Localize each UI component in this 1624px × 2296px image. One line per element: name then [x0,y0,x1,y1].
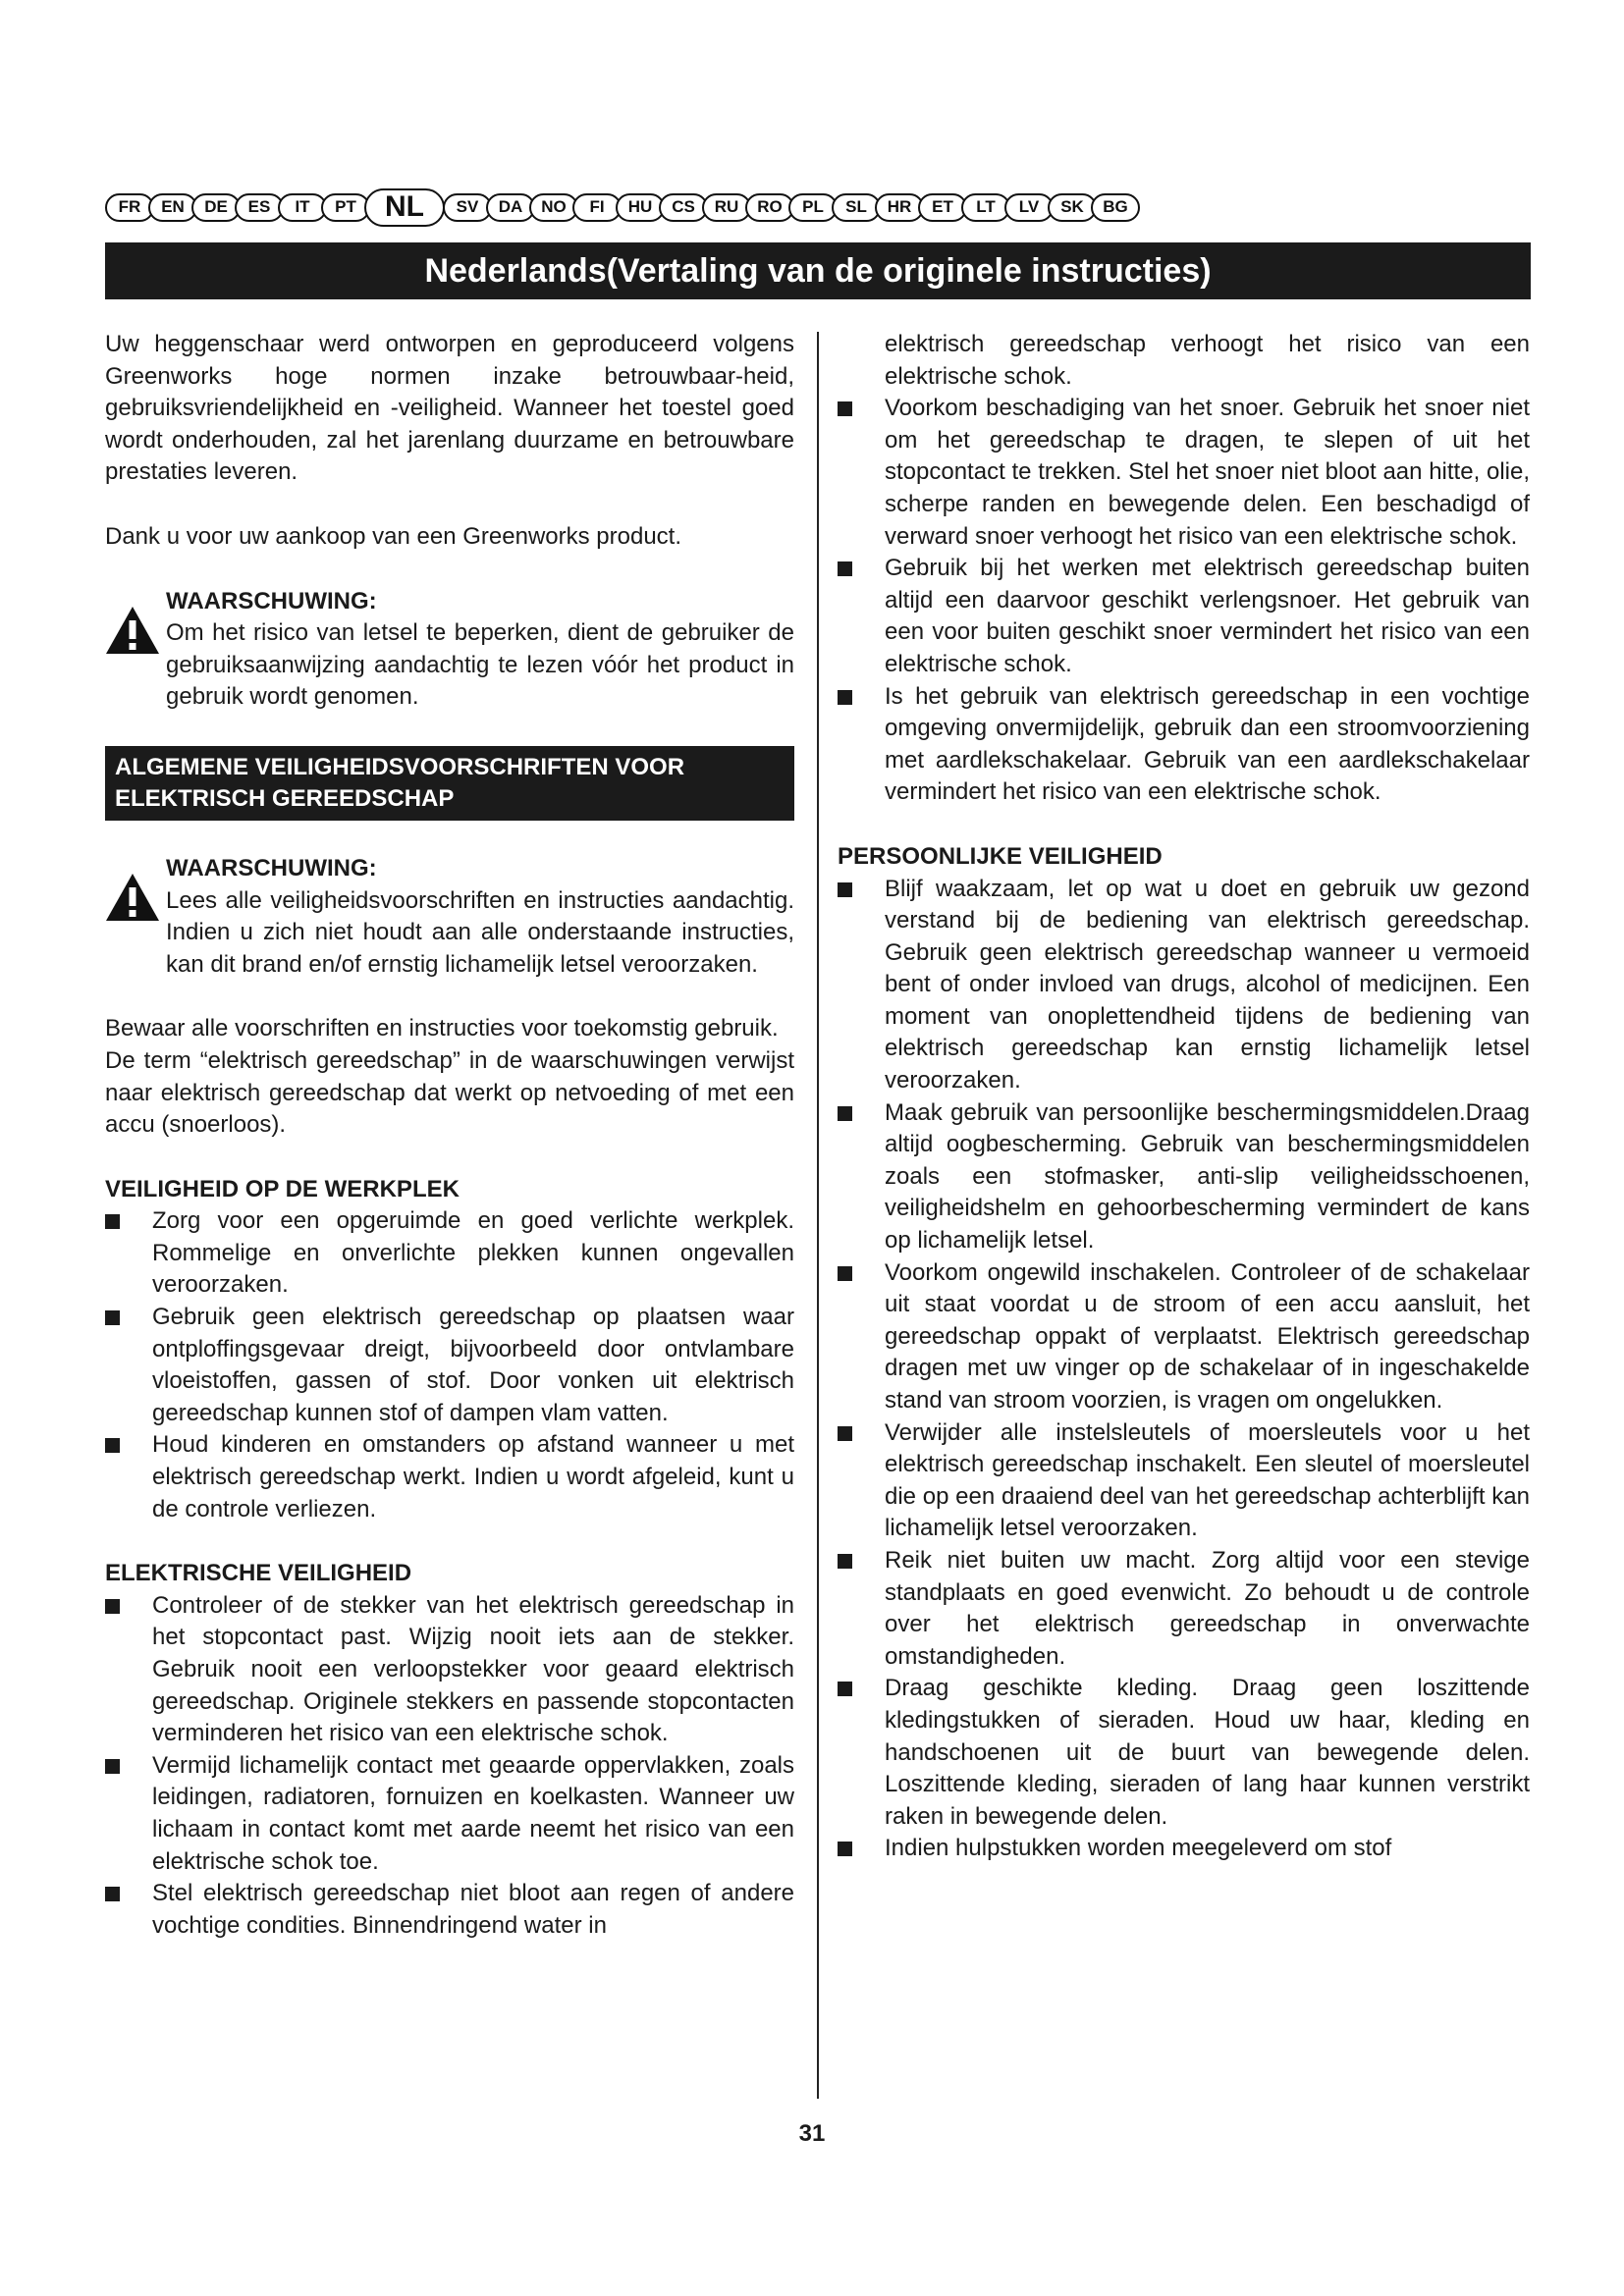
language-tab-nl: NL [364,188,445,227]
warning-block [105,853,794,981]
language-tab-et: ET [918,193,967,222]
language-tab-es: ES [235,193,284,222]
workplace-list [105,1205,794,1525]
warning-text: Lees alle veiligheidsvoorschriften en instructies aandachtig. Indien u zich niet houdt aan alle onderstaande instructies, kan dit brand en/of ernstig lichamelijk letsel veroorzaken. [166,886,794,978]
language-tab-no: NO [529,193,578,222]
intro-paragraph: Uw heggenschaar werd ontworpen en geproduceerd volgens Greenworks hoge normen inzake betrouwbaar-heid, gebruiksvriendelijkheid en -veiligheid. Wanneer het toestel goed wordt onderhouden, zal het jarenlang duurzame en betrouwbare prestaties leveren. [105,331,794,486]
language-tab-en: EN [148,193,197,222]
general-safety-heading-line2: ELEKTRISCH GEREEDSCHAP [115,784,455,812]
language-tab-de: DE [191,193,241,222]
language-tab-ro: RO [745,193,794,222]
page-title [105,242,1531,299]
list-item: Blijf waakzaam, let op wat u doet en gebruik uw gezond verstand bij de bediening van elektrisch gereedschap. Gebruik geen elektrisch gereedschap wanneer u vermoeid bent of onder invloed van drugs, alcohol of medicijnen. Een moment van onoplettendheid tijdens de bediening van elektrisch gereedschap kan ernstig lichamelijk letsel veroorzaken. [838,874,1530,1097]
language-tab-lt: LT [961,193,1010,222]
list-item: Verwijder alle instelsleutels of moersleutels voor u het elektrisch gereedschap inschakelt. Een sleutel of moersleutel die op een draaiend deel van het gereedschap achterblijft kan lichamelijk letsel veroorzaken. [838,1417,1530,1545]
continuation-text: elektrisch gereedschap verhoogt het risico van een elektrische schok. [885,331,1530,390]
column-divider [817,332,819,2099]
language-tab-fr: FR [105,193,154,222]
electric-list [105,1590,794,1943]
language-tab-it: IT [278,193,327,222]
language-selector [105,189,1531,225]
page-title-text: Nederlands(Vertaling van de originele instructies) [424,251,1212,290]
language-tab-hu: HU [616,193,665,222]
keep-instructions-paragraph: Bewaar alle voorschriften en instructies voor toekomstig gebruik. [105,1015,779,1042]
list-item: Indien hulpstukken worden meegeleverd om stof [838,1833,1530,1865]
language-tab-sv: SV [443,193,492,222]
list-item: Reik niet buiten uw macht. Zorg altijd voor een stevige standplaats en goed evenwicht. Zo behoudt u de controle over het elektrisch gereedschap in onverwachte omstandigheden. [838,1545,1530,1673]
list-item: Maak gebruik van persoonlijke beschermingsmiddelen.Draag altijd oogbescherming. Gebruik van beschermingsmiddelen zoals een stofmasker, anti-slip veiligheidsschoenen, veiligheidshelm en gehoorbescherming vermindert de kans op lichamelijk letsel. [838,1097,1530,1257]
personal-safety-list [838,874,1530,1865]
electric-list-continued [838,393,1530,809]
section-heading-personal: PERSOONLIJKE VEILIGHEID [838,842,1163,870]
warning-title: WAARSCHUWING: [166,587,377,614]
language-tab-fi: FI [572,193,622,222]
warning-triangle-icon [105,853,166,932]
right-column [838,329,1530,1865]
language-tab-sk: SK [1048,193,1097,222]
language-tab-hr: HR [875,193,924,222]
language-tab-da: DA [486,193,535,222]
language-tab-sl: SL [832,193,881,222]
left-column [105,329,794,1942]
page-number: 31 [798,2120,826,2147]
general-safety-heading [105,746,794,821]
section-heading-electric: ELEKTRISCHE VEILIGHEID [105,1560,412,1587]
section-heading-workplace: VEILIGHEID OP DE WERKPLEK [105,1175,460,1202]
list-item: Is het gebruik van elektrisch gereedschap in een vochtige omgeving onvermijdelijk, gebruik dan een stroomvoorziening met aardlekschakelaar. Gebruik van een aardlekschakelaar vermindert het risico van een elektrische schok. [838,681,1530,809]
language-tab-cs: CS [659,193,708,222]
warning-text: Om het risico van letsel te beperken, dient de gebruiker de gebruiksaanwijzing aandachtig te lezen vóór het product in gebruik wordt genomen. [166,619,794,711]
language-tab-pl: PL [788,193,838,222]
list-item: Gebruik geen elektrisch gereedschap op plaatsen waar ontploffingsgevaar dreigt, bijvoorbeeld door ontvlambare vloeistoffen, gassen of stof. Door vonken uit elektrisch gereedschap kunnen stof of dampen vlam vatten. [105,1302,794,1429]
general-safety-heading-line1: ALGEMENE VEILIGHEIDSVOORSCHRIFTEN VOOR [115,753,685,780]
list-item: Draag geschikte kleding. Draag geen loszittende kledingstukken of sieraden. Houd uw haar, kleding en handschoenen uit de buurt van bewegende delen. Loszittende kleding, sieraden of lang haar kunnen verstrikt raken in bewegende delen. [838,1673,1530,1833]
list-item: Voorkom ongewild inschakelen. Controleer of de schakelaar uit staat voordat u de stroom of een accu aansluit, het gereedschap oppakt of verplaatst. Elektrisch gereedschap dragen met uw vinger op de schakelaar of in ingeschakelde stand van stroom voorzien, is vragen om ongelukken. [838,1257,1530,1417]
language-tab-bg: BG [1091,193,1140,222]
list-item: Zorg voor een opgeruimde en goed verlichte werkplek. Rommelige en onverlichte plekken kunnen ongevallen veroorzaken. [105,1205,794,1302]
list-item: Voorkom beschadiging van het snoer. Gebruik het snoer niet om het gereedschap te dragen, te slepen of uit het stopcontact te trekken. Stel het snoer niet bloot aan hitte, olie, scherpe randen en bewegende delen. Een beschadigd of verward snoer verhoogt het risico van een elektrische schok. [838,393,1530,553]
list-item: Vermijd lichamelijk contact met geaarde oppervlakken, zoals leidingen, radiatoren, fornuizen en koelkasten. Wanneer uw lichaam in contact komt met aarde neemt het risico van een elektrische schok toe. [105,1750,794,1878]
term-definition-paragraph: De term “elektrisch gereedschap” in de waarschuwingen verwijst naar elektrisch gereedschap dat werkt op netvoeding of met een accu (snoerloos). [105,1046,794,1139]
warning-block [105,586,794,714]
list-item: Controleer of de stekker van het elektrisch gereedschap in het stopcontact past. Wijzig nooit iets aan de stekker. Gebruik nooit een verloopstekker voor geaard elektrisch gereedschap. Originele stekkers en passende stopcontacten verminderen het risico van een elektrische schok. [105,1590,794,1750]
warning-title: WAARSCHUWING: [166,854,377,881]
thanks-paragraph: Dank u voor uw aankoop van een Greenworks product. [105,522,682,550]
list-item: Stel elektrisch gereedschap niet bloot aan regen of andere vochtige condities. Binnendringend water in [105,1878,794,1942]
warning-triangle-icon [105,586,166,665]
list-item: Gebruik bij het werken met elektrisch gereedschap buiten altijd een daarvoor geschikt verlengsnoer. Het gebruik van een voor buiten geschikt snoer vermindert het risico van een elektrische schok. [838,553,1530,680]
language-tab-pt: PT [321,193,370,222]
language-tab-ru: RU [702,193,751,222]
list-item: Houd kinderen en omstanders op afstand wanneer u met elektrisch gereedschap werkt. Indien u wordt afgeleid, kunt u de controle verliezen. [105,1429,794,1525]
language-tab-lv: LV [1004,193,1054,222]
